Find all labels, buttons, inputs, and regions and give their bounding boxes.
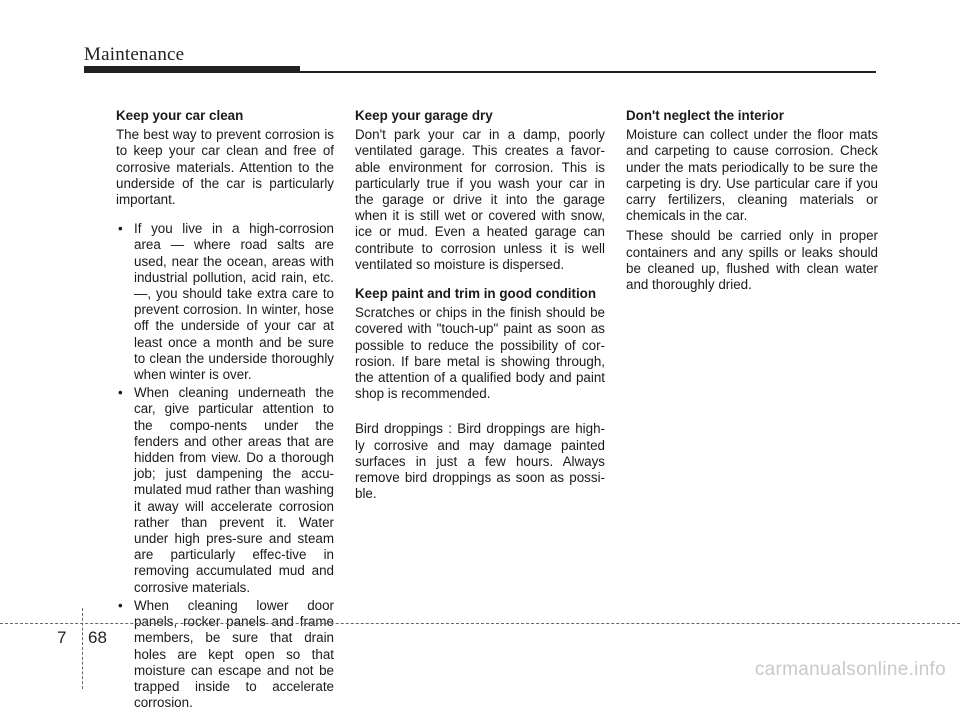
section-title: Maintenance <box>84 44 185 65</box>
bullet-icon: • <box>118 597 123 613</box>
bullet-icon: • <box>118 385 123 401</box>
footer-rule <box>0 623 960 624</box>
list-item <box>116 385 334 596</box>
heading-interior: Don't neglect the interior <box>626 108 784 123</box>
list-item <box>116 221 334 383</box>
header-rule-thin <box>300 71 876 73</box>
list-item-text: If you live in a high-corrosion area — where road salts are used, near the ocean, areas with industrial pollution, acid rain, etc.—, you should take extra care to prevent corrosion. In winter, hose off the underside of your car at least once a month and be sure to clean the underside thoroughly when winter is over. <box>134 221 334 383</box>
page-number: 68 <box>88 628 107 647</box>
footer-divider <box>82 608 83 689</box>
paragraph-garage: Don't park your car in a damp, poorly ventilated garage. This creates a favor-able environment for corrosion. This is particularly true if you wash your car in the garage or drive it into the garage when it is still wet or covered with snow, ice or mud. Even a heated garage can contribute to corrosion unless it is well ventilated so moisture is dispersed. <box>355 127 605 272</box>
heading-keep-car-clean: Keep your car clean <box>116 108 244 123</box>
header-rule-thick <box>84 66 300 73</box>
column-2 <box>355 108 605 515</box>
paragraph-bird-droppings: Bird droppings : Bird droppings are high-ly corrosive and may damage painted surfaces in just a few hours. Always remove bird droppings as soon as possi-ble. <box>355 421 605 502</box>
paragraph-intro: The best way to prevent corrosion is to keep your car clean and free of corrosive materials. Attention to the underside of the car is particularly important. <box>116 127 334 208</box>
list-item-text: When cleaning underneath the car, give particular attention to the compo-nents under the fenders and other areas that are hidden from view. Do a thorough job; just dampening the accu-mulated mud rather than washing it away will accelerate corrosion rather than prevent it. Water under high pres-sure and steam are particularly effec-tive in removing accumulated mud and corrosive materials. <box>134 385 334 595</box>
column-3 <box>626 108 878 297</box>
chapter-number: 7 <box>57 628 67 647</box>
watermark: carmanualsonline.info <box>754 659 946 680</box>
paragraph-paint: Scratches or chips in the finish should be covered with "touch-up" paint as soon as possible to reduce the possibility of cor-rosion. If bare metal is showing through, the attention of a qualified body and paint shop is recommended. <box>355 305 605 402</box>
list-item-text: When cleaning lower door panels, rocker panels and frame members, be sure that drain holes are kept open so that moisture can escape and not be trapped inside to accelerate corrosion. <box>134 597 334 711</box>
paragraph-moisture: Moisture can collect under the floor mats and carpeting to cause corrosion. Check under the mats periodically to be sure the carpeting is dry. Use particular care if you carry fertilizers, cleaning materials or chemicals in the car. <box>626 127 878 224</box>
paragraph-containers: These should be carried only in proper containers and any spills or leaks should be cleaned up, flushed with clean water and thoroughly dried. <box>626 228 878 293</box>
heading-keep-garage-dry: Keep your garage dry <box>355 108 493 123</box>
list-item <box>116 598 334 711</box>
heading-paint-trim: Keep paint and trim in good condition <box>355 286 597 302</box>
bullet-icon: • <box>118 221 123 237</box>
bullet-list <box>116 221 334 711</box>
